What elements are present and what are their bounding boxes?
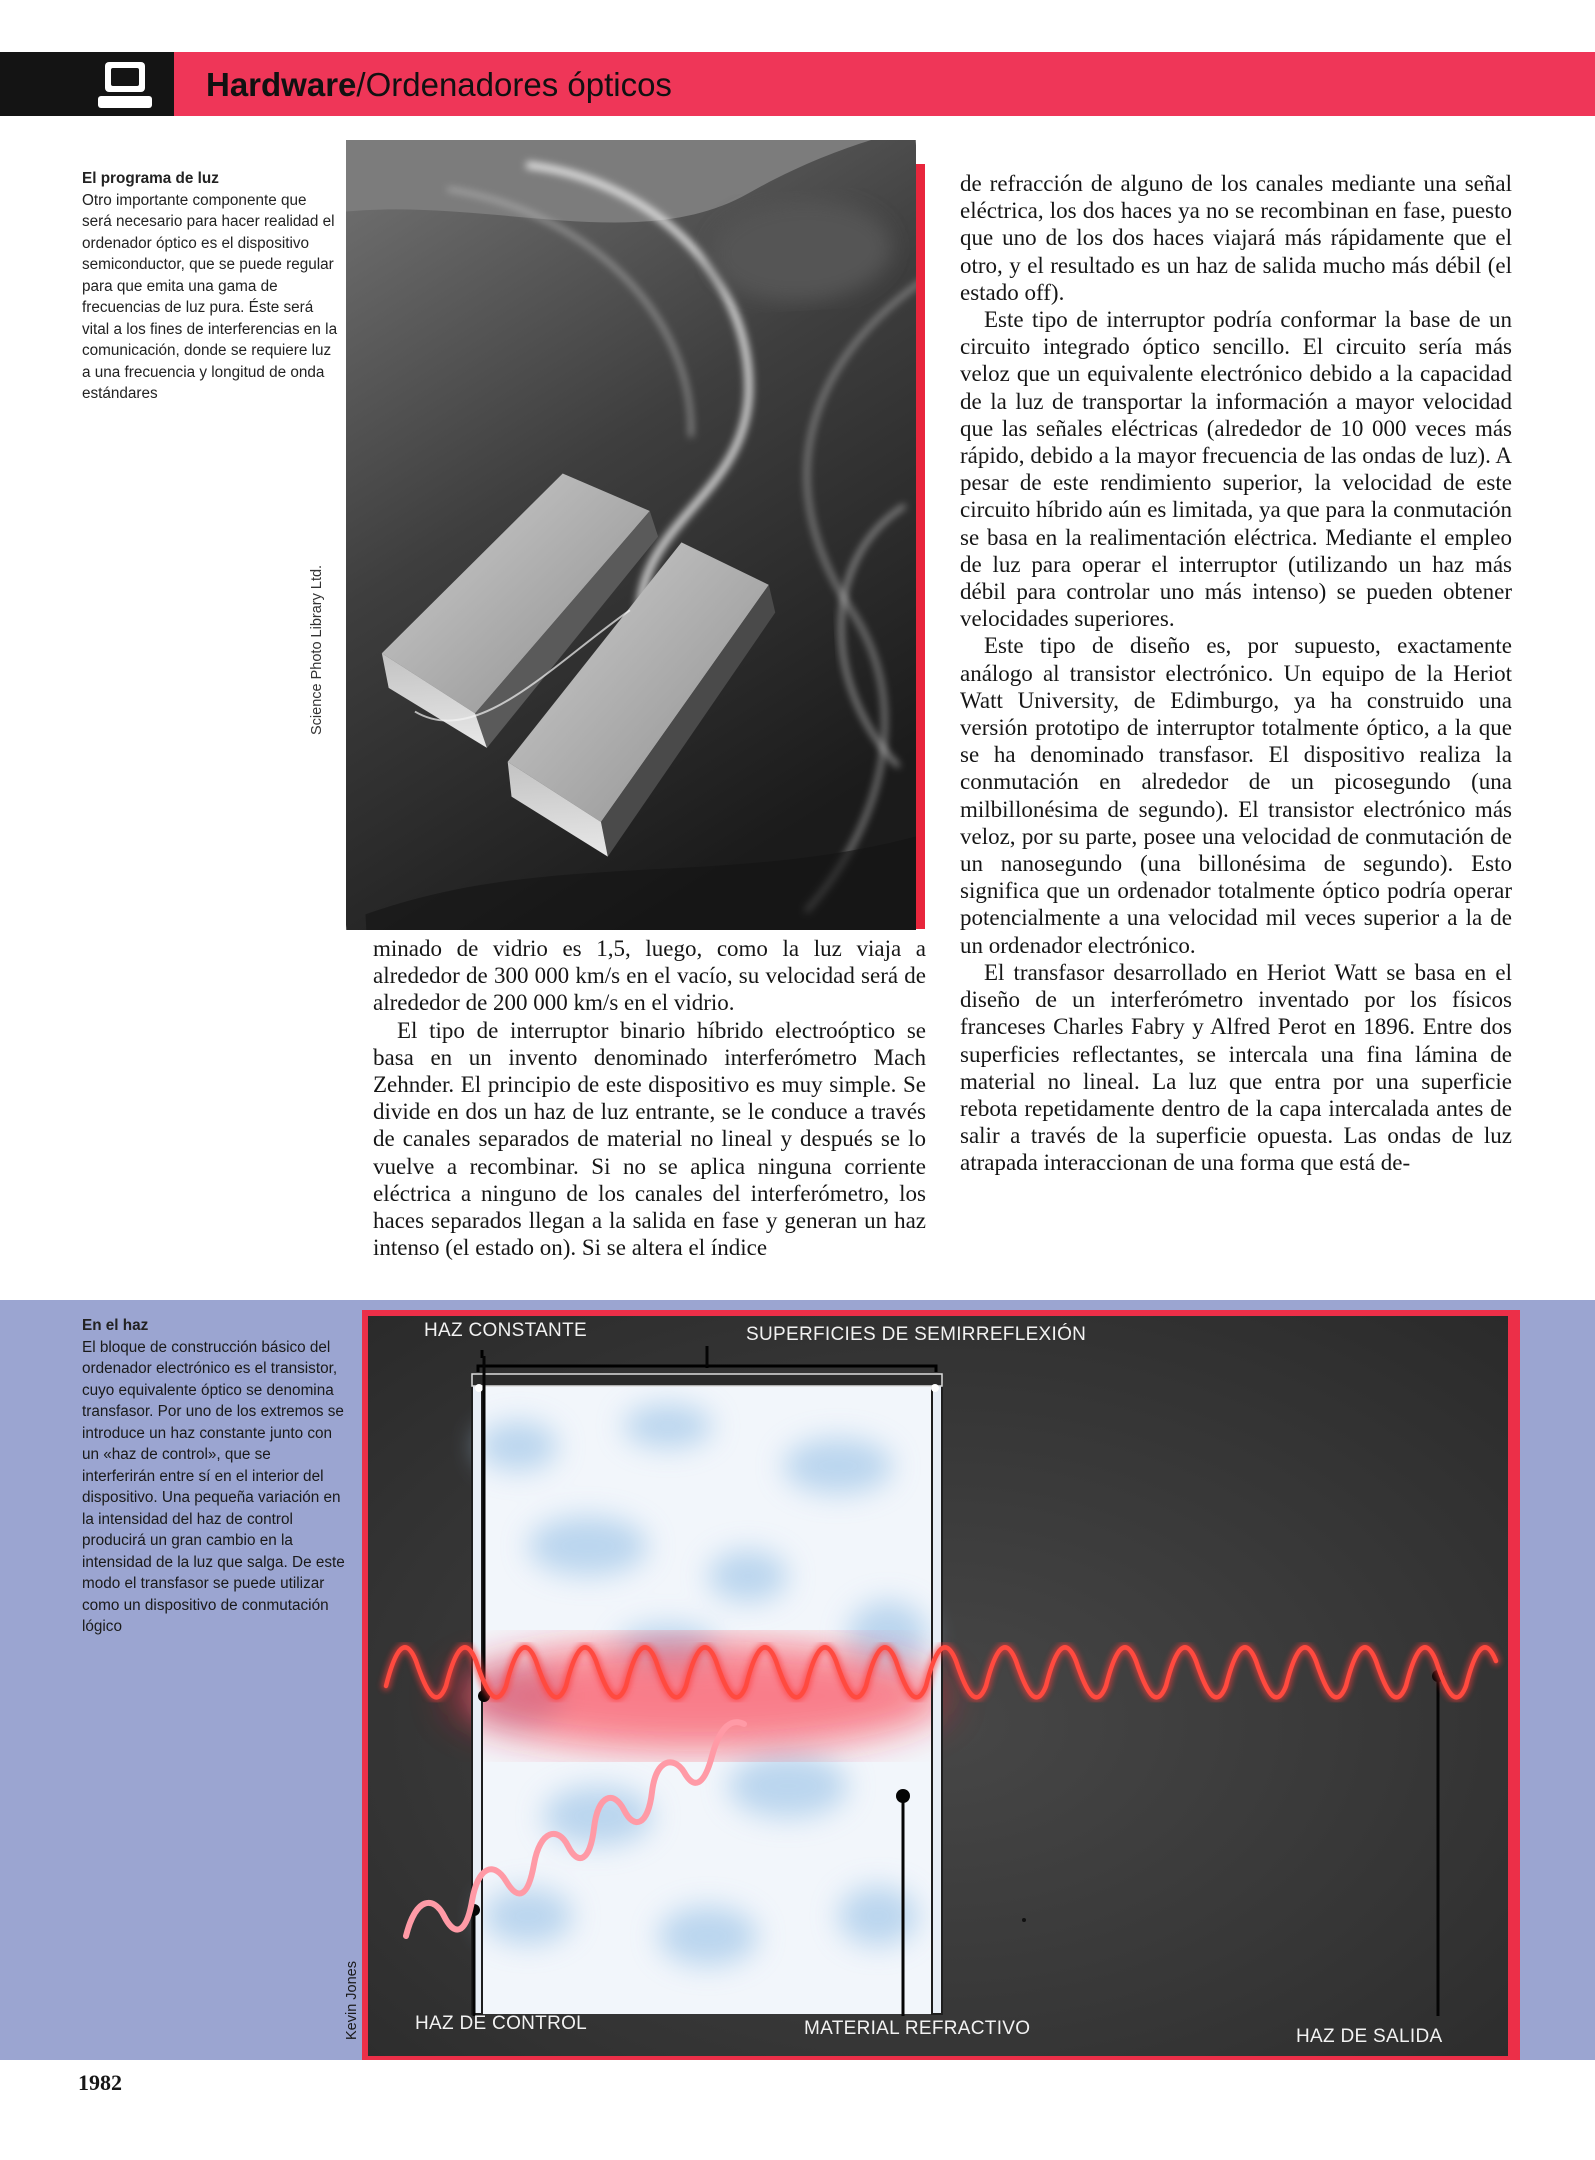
photo-credit: Science Photo Library Ltd. <box>309 564 325 735</box>
article-middle-column <box>373 935 926 1261</box>
page-number: 1982 <box>78 2070 122 2095</box>
transfasor-diagram <box>368 1316 1508 2056</box>
paragraph: Este tipo de diseño es, por supuesto, exactamente análogo al transistor electrónico. Un equipo de la Heriot Watt University, de Edimburgo, ya ha construido una versión prototipo de interruptor totalmente óptico, a la que se ha denominado transfasor. El dispositivo realiza la conmutación en alrededor de un picosegundo (una milbillonésima de segundo). El transistor electrónico más veloz, por su parte, posee una velocidad de conmutación de un nanosegundo (una billonésima de segundo). Esto significa que un ordenador totalmente óptico podría operar potencialmente a una velocidad mil veces superior a la de un ordenador electrónico. <box>960 633 1512 958</box>
photo <box>346 140 916 930</box>
title-separator: / <box>356 66 366 103</box>
paragraph: El transfasor desarrollado en Heriot Watt se basa en el diseño de un interferómetro inventado por los físicos franceses Charles Fabry y Alfred Perot en 1896. Entre dos superficies reflectantes, se intercala una fina lámina de material no lineal. La luz que entra por una superficie rebota repetidamente dentro de la capa intercalada antes de salir a través de la superficie opuesta. Las ondas de luz atrapada interaccionan de una forma que está de- <box>960 959 1512 1176</box>
diagram-credit: Kevin Jones <box>344 1961 360 2040</box>
caption-title: El programa de luz <box>82 170 219 187</box>
caption-body: El bloque de construcción básico del ordenador electrónico es el transistor, cuyo equivalente óptico se denomina transfasor. Por uno de los extremos se introduce un haz constante junto con un «haz de control», que se interferirán entre sí en el interior del dispositivo. Una pequeña variación en la intensidad del haz de control producirá un gran cambio en la intensidad de la luz que salga. De este modo el transfasor se puede utilizar como un dispositivo de conmutación lógico <box>82 1338 345 1635</box>
label-haz-de-control: HAZ DE CONTROL <box>415 2013 588 2034</box>
caption-title: En el haz <box>82 1317 149 1334</box>
label-superficies: SUPERFICIES DE SEMIRREFLEXIÓN <box>746 1324 1087 1345</box>
section-name: Hardware <box>206 66 357 103</box>
paragraph: minado de vidrio es 1,5, luego, como la luz viaja a alrededor de 300 000 km/s en el vacío, su velocidad será de alrededor de 200 000 km/s en el vidrio. <box>373 936 926 1016</box>
page-title <box>206 60 672 110</box>
caption-programa-de-luz <box>82 168 338 405</box>
computer-icon <box>96 60 154 110</box>
topic-name: Ordenadores ópticos <box>365 66 672 103</box>
caption-en-el-haz <box>82 1315 347 1638</box>
paragraph: de refracción de alguno de los canales mediante una señal eléctrica, los dos haces ya no se recombinan en fase, puesto que uno de los dos haces viajará más rápidamente que el otro, y el resultado es un haz de salida mucho más débil (el estado off). <box>960 171 1512 305</box>
label-material-refractivo: MATERIAL REFRACTIVO <box>804 2018 1031 2039</box>
caption-body: Otro importante componente que será necesario para hacer realidad el ordenador óptico es el dispositivo semiconductor, que se puede regular para que emita una gama de frecuencias de luz pura. Éste será vital a los fines de interferencias en la comunicación, donde se requiere luz a una frecuencia y longitud de onda estándares <box>82 191 338 402</box>
paragraph: Este tipo de interruptor podría conformar la base de un circuito integrado óptico sencillo. El circuito sería más veloz que un equivalente electrónico debido a la capacidad de la luz de transportar la información a mayor velocidad que las señales eléctricas (alrededor de 10 000 veces más rápido, debido a la mayor frecuencia de las ondas de luz). A pesar de este rendimiento superior, la velocidad de este circuito híbrido aún es limitada, ya que para la conmutación se basa en la realimentación eléctrica. Mediante el empleo de luz para operar el interruptor (utilizando un haz más débil para controlar uno más intenso) se pueden obtener velocidades superiores. <box>960 307 1512 632</box>
article-right-column <box>960 170 1512 1177</box>
transfasor-photo <box>346 140 916 930</box>
label-haz-de-salida: HAZ DE SALIDA <box>1296 2026 1443 2047</box>
diagram-illustration <box>368 1316 1508 2056</box>
paragraph: El tipo de interruptor binario híbrido electroóptico se basa en un invento denominado interferómetro Mach Zehnder. El principio de este dispositivo es muy simple. Se divide en dos un haz de luz entrante, se le conduce a través de canales separados de material no lineal y después se lo vuelve a recombinar. Si no se aplica ninguna corriente eléctrica a ninguno de los canales del interferómetro, los haces separados llegan a la salida en fase y generan un haz intenso (el estado on). Si se altera el índice <box>373 1017 926 1261</box>
label-haz-constante: HAZ CONSTANTE <box>424 1320 587 1341</box>
